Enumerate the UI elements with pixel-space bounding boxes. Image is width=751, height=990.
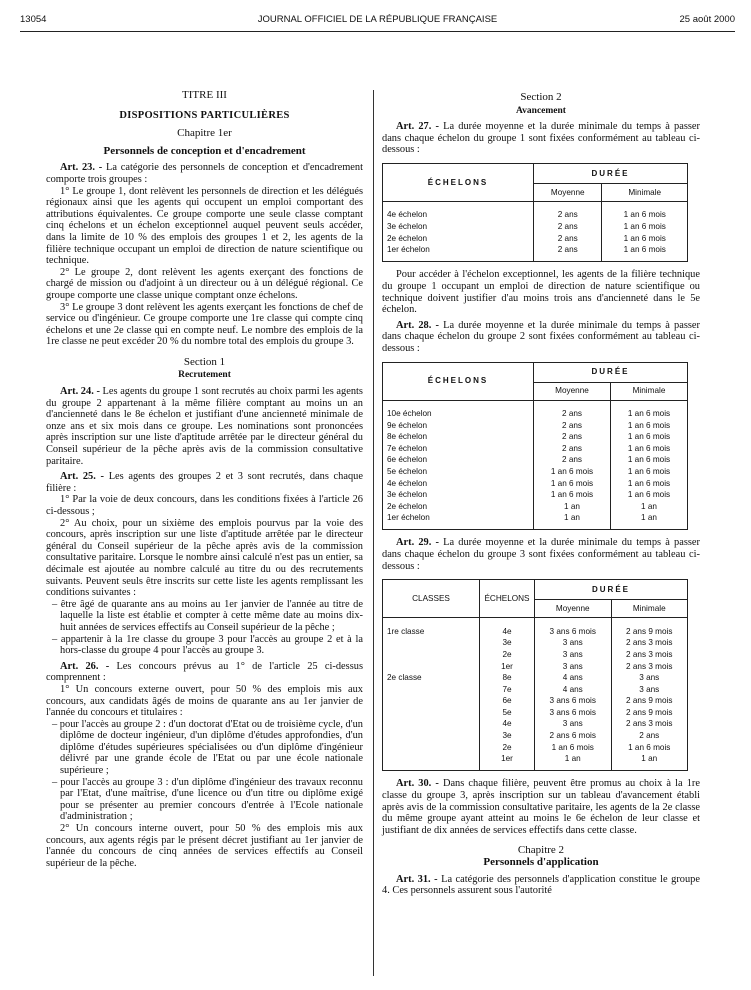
table-row — [383, 742, 688, 754]
art26-text: Les concours prévus au 1° de l'article 25 ci-dessus comprennent : — [46, 660, 363, 684]
table-cell: 1re classe — [387, 626, 425, 636]
table-cell: 3e — [480, 637, 535, 649]
table-cell — [383, 684, 480, 696]
table-cell: 6e — [480, 695, 535, 707]
table-cell: 1 an 6 mois — [611, 466, 688, 478]
art26-item1: 1° Un concours externe ouvert, pour 50 % des emplois mis aux concours, aux candidats âgés de moins de quarante ans au 1er janvier de l'année du concours et titulaires : — [46, 683, 363, 719]
issue-date: 25 août 2000 — [679, 14, 735, 25]
table-cell — [383, 730, 480, 742]
table-cell — [383, 649, 480, 661]
th-duree-2: DURÉE — [534, 362, 688, 382]
left-column — [46, 90, 363, 869]
table-row — [383, 431, 688, 443]
table-cell: 1 an — [611, 753, 688, 765]
chapitre-heading: Chapitre 1er — [177, 127, 232, 140]
art23-label: Art. 23. - — [60, 162, 103, 174]
table-row — [383, 730, 688, 742]
table-cell: 7e échelon — [387, 443, 428, 453]
art30-label: Art. 30. - — [396, 778, 439, 790]
art23-paragraph — [46, 162, 363, 185]
art26-item2: 2° Un concours interne ouvert, pour 50 % des emplois mis aux concours, aux agents régis par le présent décret justifiant au 1er janvier de l'année du concours de cinq années de services effectifs au Conseil supérieur de la pêche. — [46, 823, 363, 869]
table-cell: 2 ans 9 mois — [611, 626, 688, 638]
table-groupe2 — [382, 362, 688, 531]
table-row — [383, 443, 688, 455]
art27-text: La durée moyenne et la durée minimale du temps à passer dans chaque échelon du groupe 1 sont fixées conformément au tableau ci-dessous : — [382, 121, 700, 156]
table-cell: 1 an 6 mois — [534, 466, 611, 478]
table-row — [383, 233, 688, 245]
table-cell: 1 an 6 mois — [611, 431, 688, 443]
table-cell: 1 an 6 mois — [534, 489, 611, 501]
table-cell: 2e échelon — [387, 233, 428, 243]
table-row — [383, 408, 688, 420]
table-row — [383, 707, 688, 719]
table-cell: 1 an 6 mois — [611, 454, 688, 466]
art27-label: Art. 27. - — [396, 121, 439, 133]
header-rule — [20, 31, 735, 32]
art23-text: La catégorie des personnels de conception et d'encadrement comporte trois groupes : — [46, 162, 363, 185]
chapitre-title: Personnels de conception et d'encadrement — [103, 144, 306, 157]
table-cell — [383, 718, 480, 730]
th-minimale: Minimale — [602, 183, 688, 201]
table-cell: 1 an 6 mois — [611, 489, 688, 501]
table-cell: 1 an 6 mois — [611, 742, 688, 754]
right-column — [382, 90, 700, 897]
table-row — [383, 684, 688, 696]
chapitre2-heading: Chapitre 2 — [517, 844, 565, 857]
table-cell: 1er échelon — [387, 513, 430, 523]
table-cell: 10e échelon — [387, 409, 432, 418]
art26-paragraph — [46, 661, 363, 684]
art29-text: La durée moyenne et la durée minimale du temps à passer dans chaque échelon du groupe 3 sont fixées conformément au tableau ci-dessous : — [382, 537, 700, 572]
art23-item1: 1° Le groupe 1, dont relèvent les personnels de direction et les délégués régionaux ainsi que les agents qui occupent un emploi comportant des attributions équivalentes. Ce groupe comporte une seule classe comptant cinq échelons et un échelon exceptionnel auquel peuvent seuls accéder, dans la limite de 10 % des emplois des groupes 1 et 2, les agents de la filière technique occupant un emploi de direction de nature scientifique ou technique. — [46, 185, 363, 267]
page-header — [20, 14, 735, 30]
table-cell: 6e échelon — [387, 455, 428, 465]
art29-label: Art. 29. - — [396, 537, 439, 549]
th-moyenne: Moyenne — [534, 183, 602, 201]
table-cell: 3 ans — [535, 649, 612, 661]
table-row — [383, 753, 688, 765]
table-cell: 3 ans — [611, 684, 688, 696]
art25-dash2: – appartenir à la 1re classe du groupe 3 pour l'accès au groupe 2 et à la hors-classe du groupe 4 pour l'accès au groupe 3. — [52, 633, 363, 657]
titre-heading: TITRE III — [182, 89, 227, 101]
art28-paragraph — [382, 320, 700, 355]
art25-dash1: – être âgé de quarante ans au moins au 1er janvier de l'année au titre de laquelle la liste est établie et compter à cette même date au moins dix-huit années de services effectifs au Conseil supérieur de la pêche ; — [52, 598, 363, 633]
table-cell: 3 ans — [535, 718, 612, 730]
chapitre2-title: Personnels d'application — [483, 855, 599, 868]
table-cell: 2e — [480, 742, 535, 754]
art24-text: Les agents du groupe 1 sont recrutés au choix parmi les agents du groupe 2 appartenant à la même filière comptant au moins un an d'ancienneté dans le 8e échelon et justifiant d'une ancienneté minimale de onze ans et six mois dans ce groupe. Les nominations sont prononcées après inscription sur une liste d'aptitude arrêtée par le directeur général du Conseil supérieur de la pêche après avis de la commission consultative paritaire. — [46, 386, 363, 467]
journal-title: JOURNAL OFFICIEL DE LA RÉPUBLIQUE FRANÇAISE — [257, 14, 498, 25]
table-cell: 1 an 6 mois — [535, 742, 612, 754]
table-cell: 2e classe — [387, 673, 422, 683]
table-cell: 2 ans 9 mois — [611, 707, 688, 719]
table-cell: 2e échelon — [387, 501, 428, 511]
table-row — [383, 244, 688, 256]
art31-paragraph — [382, 874, 700, 897]
table-cell: 3 ans — [611, 672, 688, 684]
art25-paragraph — [46, 471, 363, 494]
table-row — [383, 637, 688, 649]
table-cell: 1 an 6 mois — [602, 209, 688, 221]
art31-text: La catégorie des personnels d'application constitue le groupe 4. Ces personnels assurent sous l'autorité — [382, 873, 700, 897]
table-cell: 1er échelon — [387, 245, 430, 255]
table-cell: 3e échelon — [387, 490, 428, 500]
table-row — [383, 466, 688, 478]
table-cell: 4e — [480, 718, 535, 730]
table-cell: 1er — [480, 661, 535, 673]
table-cell: 1 an — [611, 501, 688, 513]
table-groupe1 — [382, 163, 688, 262]
table-cell: 8e échelon — [387, 432, 428, 442]
table-cell: 2 ans — [534, 233, 602, 245]
table-cell: 1 an — [534, 501, 611, 513]
table-cell: 2 ans 6 mois — [535, 730, 612, 742]
table-row — [383, 221, 688, 233]
table-cell: 3 ans 6 mois — [535, 626, 612, 638]
table-cell: 2e — [480, 649, 535, 661]
table-cell: 2 ans — [611, 730, 688, 742]
art25-item2: 2° Au choix, pour un sixième des emplois pourvus par la voie des concours, après inscription sur une liste d'aptitude arrêtée par le directeur général du Conseil supérieur de la pêche après avis de la commission consultative paritaire. Lorsque le nombre ainsi calculé n'est pas un entier, sa décimale est ajoutée au nombre calculé au titre du ou des recrutements suivants. Peuvent seuls être inscrits sur cette liste les agents remplissant les conditions suivantes : — [46, 517, 363, 599]
art30-paragraph — [382, 778, 700, 836]
table-cell: 2 ans 9 mois — [611, 695, 688, 707]
table-row — [383, 512, 688, 524]
table-cell: 1 an 6 mois — [611, 420, 688, 432]
art26-dash1: – pour l'accès au groupe 2 : d'un doctorat d'Etat ou de troisième cycle, d'un diplôme de docteur ingénieur, d'un diplôme d'études approfondies, d'un diplôme d'études supérieures spécialisées ou d'un diplôme d'ingénieur délivré par une grande école de l'Etat ou par une école nationale supérieure ; — [52, 718, 363, 777]
table-cell — [383, 695, 480, 707]
table-row — [383, 626, 688, 638]
column-divider — [373, 90, 374, 976]
table-cell: 7e — [480, 684, 535, 696]
art24-label: Art. 24. - — [60, 386, 100, 398]
table-row — [383, 454, 688, 466]
table-cell: 2 ans — [534, 221, 602, 233]
table-cell: 3e échelon — [387, 222, 428, 232]
table-cell: 1 an 6 mois — [602, 233, 688, 245]
table-cell — [383, 753, 480, 765]
art26-label: Art. 26. - — [60, 660, 110, 672]
table-row — [383, 478, 688, 490]
th-moyenne-2: Moyenne — [534, 382, 611, 400]
table-row — [383, 420, 688, 432]
table-cell: 3 ans 6 mois — [535, 707, 612, 719]
table-row — [383, 718, 688, 730]
art23-item2: 2° Le groupe 2, dont relèvent les agents exerçant des fonctions de chargé de mission ou d'adjoint à un directeur ou à un délégué régional. Ce groupe comporte une classe unique comptant onze échelons. — [46, 266, 363, 301]
table-cell: 1 an 6 mois — [611, 408, 688, 420]
table-cell — [383, 637, 480, 649]
table-cell: 4 ans — [535, 684, 612, 696]
table-cell: 2 ans 3 mois — [611, 649, 688, 661]
dispositions-heading: DISPOSITIONS PARTICULIÈRES — [119, 109, 290, 121]
table-row — [383, 649, 688, 661]
table-row — [383, 695, 688, 707]
table-cell: 3e — [480, 730, 535, 742]
table-row — [383, 661, 688, 673]
art25-text: Les agents des groupes 2 et 3 sont recrutés, dans chaque filière : — [46, 471, 363, 494]
table-cell: 9e échelon — [387, 420, 428, 430]
th-minimale-2: Minimale — [611, 382, 688, 400]
table-cell: 1 an 6 mois — [534, 478, 611, 490]
table-cell: 2 ans — [534, 209, 602, 221]
th-echelons-3: ÉCHELONS — [480, 580, 535, 618]
art26-dash2: – pour l'accès au groupe 3 : d'un diplôme d'ingénieur des travaux reconnu par l'Etat, d'une maîtrise, d'une licence ou d'un titre ou diplôme exigé pour se présenter au premier concours d'entrée à l'Ecole nationale d'administration ; — [52, 776, 363, 823]
table-cell: 5e échelon — [387, 466, 428, 476]
art24-paragraph — [46, 386, 363, 467]
table-cell: 2 ans — [534, 244, 602, 256]
art29-paragraph — [382, 537, 700, 572]
art25-label: Art. 25. - — [60, 471, 104, 483]
table-cell — [383, 742, 480, 754]
table-cell — [383, 661, 480, 673]
art31-label: Art. 31. - — [396, 873, 438, 885]
table-cell: 4e — [480, 626, 535, 638]
art28-label: Art. 28. - — [396, 319, 439, 331]
art28-text: La durée moyenne et la durée minimale du temps à passer dans chaque échelon du groupe 2 sont fixées conformément au tableau ci-dessous : — [382, 319, 700, 354]
table-cell: 4e échelon — [387, 210, 428, 220]
table-row — [383, 501, 688, 513]
table-cell — [383, 707, 480, 719]
recrutement-heading: Recrutement — [178, 370, 231, 381]
th-duree: DURÉE — [534, 163, 688, 183]
table-cell: 8e — [480, 672, 535, 684]
table-cell: 4 ans — [535, 672, 612, 684]
table-cell: 1 an — [534, 512, 611, 524]
table-row — [383, 489, 688, 501]
th-minimale-3: Minimale — [611, 600, 688, 618]
table-cell: 3 ans — [535, 637, 612, 649]
table-cell: 1 an 6 mois — [602, 221, 688, 233]
art30-text: Dans chaque filière, peuvent être promus au choix à la 1re classe du groupe 3, après inscription sur un tableau d'avancement établi après avis de la commission consultative paritaire, les agents de la 2e classe du même groupe ayant atteint au moins le 6e échelon de leur classe et justifiant de dix années de services effectifs dans cette classe. — [382, 778, 700, 836]
table-row — [383, 672, 688, 684]
table-groupe3 — [382, 579, 688, 771]
table-cell: 2 ans 3 mois — [611, 637, 688, 649]
th-classes: CLASSES — [383, 580, 480, 618]
page-number: 13054 — [20, 14, 47, 25]
table-cell: 2 ans — [534, 420, 611, 432]
table-cell: 2 ans 3 mois — [611, 661, 688, 673]
avancement-heading: Avancement — [516, 105, 566, 116]
th-moyenne-3: Moyenne — [535, 600, 612, 618]
section2-heading: Section 2 — [520, 91, 562, 103]
art23-item3: 3° Le groupe 3 dont relèvent les agents exerçant les fonctions de chef de service ou d'ingénieur. Ce groupe comporte une 1re classe qui compte cinq échelons et une 2e classe qui en compte neuf. Le nombre des emplois de la 1re classe ne peut excéder 20 % du nombre total des emplois du groupe 3. — [46, 301, 363, 348]
th-echelons: ÉCHELONS — [383, 163, 534, 201]
art25-item1: 1° Par la voie de deux concours, dans les conditions fixées à l'article 26 ci-dessous ; — [46, 494, 363, 517]
table-cell: 2 ans 3 mois — [611, 718, 688, 730]
table-cell: 4e échelon — [387, 478, 428, 488]
table-cell: 1 an — [535, 753, 612, 765]
table-cell: 1 an 6 mois — [611, 478, 688, 490]
table-cell: 2 ans — [534, 431, 611, 443]
table-cell: 3 ans 6 mois — [535, 695, 612, 707]
table-cell: 2 ans — [534, 408, 611, 420]
table-cell: 2 ans — [534, 454, 611, 466]
art27-paragraph — [382, 121, 700, 156]
table-cell: 1er — [480, 753, 535, 765]
th-duree-3: DURÉE — [535, 580, 688, 600]
table-cell: 3 ans — [535, 661, 612, 673]
table-cell: 1 an 6 mois — [602, 244, 688, 256]
section1-heading: Section 1 — [183, 355, 226, 368]
table-cell: 1 an — [611, 512, 688, 524]
table-cell: 2 ans — [534, 443, 611, 455]
table-cell: 1 an 6 mois — [611, 443, 688, 455]
table-cell: 5e — [480, 707, 535, 719]
after-table1-paragraph: Pour accéder à l'échelon exceptionnel, les agents de la filière technique du groupe 1 occupant un emploi de direction de nature scientifique ou technique doivent justifier d'au moins trois ans d'ancienneté dans le 5e échelon. — [382, 269, 700, 316]
table-row — [383, 209, 688, 221]
th-echelons-2: ÉCHELONS — [383, 362, 534, 400]
